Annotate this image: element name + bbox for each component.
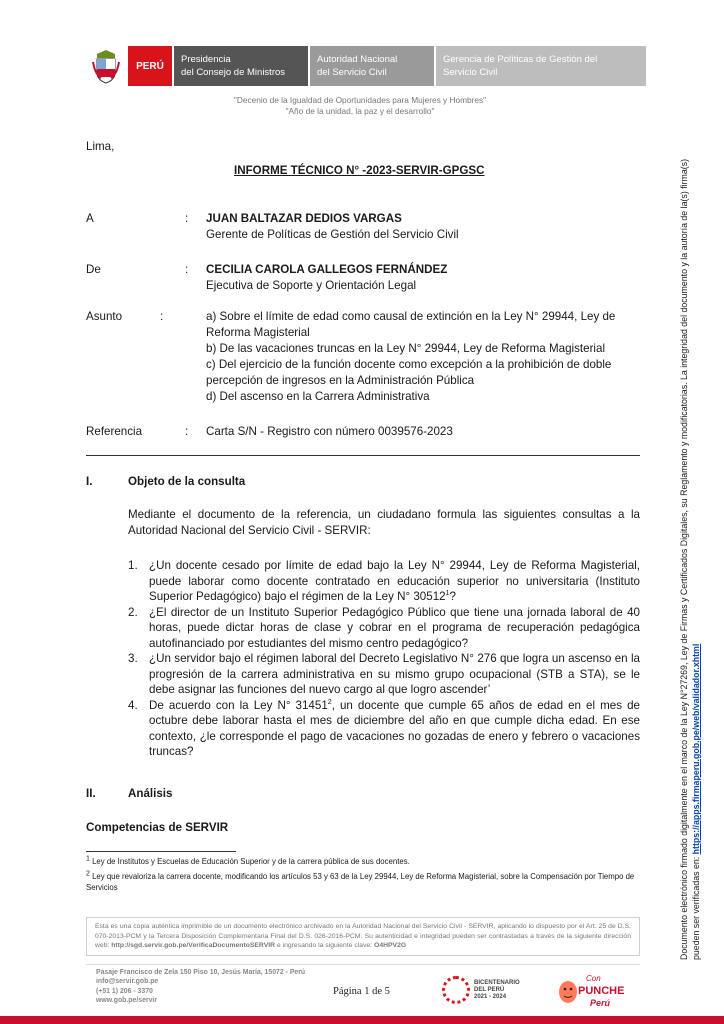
institutional-header — [86, 46, 646, 86]
subject-line: b) De las vacaciones truncas en la Ley N° 29944, Ley de Reforma Magisterial — [206, 342, 606, 355]
from-role: Ejecutiva de Soporte y Orientación Legal — [206, 279, 417, 292]
list-item — [128, 651, 640, 698]
question-text — [149, 698, 640, 760]
question-body: ¿Un docente cesado por límite de edad bajo la Ley N° 29944, Ley de Reforma Magisterial, puede laborar como docente contratado en educación superior no universitaria (Instituto Superior Pedagógico) bajo el régimen de la Ley N° 30512 — [149, 559, 640, 603]
footer-website[interactable]: www.gob.pe/servir — [96, 996, 158, 1004]
bicentenario-icon — [442, 976, 470, 1004]
footer-email[interactable]: info@servir.gob.pe — [96, 978, 159, 986]
question-tail: , un docente que cumple 65 años de edad en el mes de octubre debe laborar hasta el mes de diciembre del año en que cumple dicha edad. En ese contexto, ¿le corresponde el pago de vacaciones no gozadas de enero y febrero o vacaciones truncas? — [149, 698, 641, 758]
coat-of-arms-icon — [86, 46, 126, 86]
bicentenario-logo — [442, 976, 520, 1004]
punche-line-1: Con — [586, 974, 601, 983]
section-2-number: II. — [86, 787, 96, 800]
section-2-title: Análisis — [128, 787, 173, 800]
question-number: 1. — [128, 559, 138, 572]
anio-motto: "Año de la unidad, la paz y el desarrollo" — [285, 106, 435, 116]
to-label: A — [86, 212, 94, 225]
verification-key: O4HPV2G — [374, 942, 407, 949]
reference-label: Referencia — [86, 425, 143, 438]
footnote-number: 2 — [86, 870, 90, 878]
verification-url[interactable]: http://sgd.servir.gob.pe/VerificaDocumentoSERVIR — [111, 942, 276, 949]
footer-contact — [96, 968, 305, 1005]
servir-line-2: del Servicio Civil — [317, 67, 387, 78]
list-item — [128, 558, 640, 605]
subject-line: a) Sobre el límite de edad como causal de extinción en la Ley N° 29944, Ley de — [206, 310, 616, 323]
bicentenario-text — [474, 980, 520, 1001]
header-gerencia-box — [436, 46, 646, 86]
decenio-motto: "Decenio de la Igualdad de Oportunidades para Mujeres y Hombres" — [233, 95, 487, 105]
bicentenario-line-1: BICENTENARIO — [474, 979, 520, 986]
punche-line-2: PUNCHE — [578, 985, 625, 997]
country-label: PERÚ — [136, 60, 164, 72]
year-mottos — [160, 95, 560, 117]
city-date: Lima, — [86, 140, 115, 153]
page-number: Página 1 de 5 — [333, 986, 390, 997]
notice-text: Esta es una copia auténtica imprimible de un documento electrónico archivado en la Autoridad Nacional del Servicio Civil - SERVIR, aplicando lo dispuesto por el Art. 25 de D.S. 070-2013-PCM y la Tercera Disposición Complementaria Final del D.S. 026-2016-PCM. Su autenticidad e integridad pueden ser contrastadas a través de la siguiente dirección web: — [95, 923, 631, 949]
report-title: INFORME TÉCNICO N° -2023-SERVIR-GPGSC — [234, 164, 485, 177]
footnote-divider — [86, 851, 236, 852]
pcm-line-1: Presidencia — [181, 54, 231, 65]
list-item — [128, 605, 640, 652]
peru-badge — [128, 46, 172, 86]
punche-line-3: Perú — [590, 998, 611, 1008]
question-text — [149, 558, 640, 605]
footnote-text: Ley que revaloriza la carrera docente, modificando los artículos 53 y 63 de la Ley 29944, Ley de Reforma Magisterial, sobre la Compensación por Tiempo de Servicios — [86, 872, 635, 892]
footnote-ref: 2 — [327, 698, 332, 706]
subject-line: percepción de ingresos en la Administración Pública — [206, 374, 475, 387]
list-item — [128, 698, 640, 760]
signature-note-text: Documento electrónico firmado digitalmente en el marco de la Ley N°27269, Ley de Firmas y Certificados Digitales, su Reglamento y modificatorias. La integridad del documento y la autoría de la(s) firma(s) pueden ser verificadas en: — [679, 159, 701, 960]
to-name: JUAN BALTAZAR DEDIOS VARGAS — [206, 212, 402, 225]
footnote — [86, 857, 640, 868]
question-number: 2. — [128, 605, 138, 619]
question-body: De acuerdo con la Ley N° 31451 — [149, 698, 328, 712]
from-colon: : — [185, 263, 189, 276]
notice-text-2: e ingresando la siguiente clave: — [275, 942, 375, 949]
subsection-title: Competencias de SERVIR — [86, 821, 229, 834]
section-1-title: Objeto de la consulta — [128, 475, 246, 488]
question-number: 3. — [128, 652, 138, 665]
subject-line: Reforma Magisterial — [206, 326, 310, 339]
question-text: ¿Un servidor bajo el régimen laboral del Decreto Legislativo N° 276 que logra un ascenso en la progresión de la carrera administrativa en su mismo grupo ocupacional (STB a STA), se le debe asignar las funciones del nuevo cargo al que logro ascender’ — [149, 652, 640, 696]
question-number: 4. — [128, 698, 138, 712]
con-punche-peru-logo — [556, 970, 626, 1010]
questions-list — [128, 558, 640, 760]
reference-colon: : — [185, 425, 189, 438]
servir-line-1: Autoridad Nacional — [317, 54, 398, 65]
footnote-number: 1 — [86, 855, 90, 863]
from-label: De — [86, 263, 101, 276]
gerencia-line-2: Servicio Civil — [443, 67, 498, 78]
subject-line: d) Del ascenso en la Carrera Administrativa — [206, 390, 430, 403]
authenticity-notice — [86, 917, 640, 956]
reference-value: Carta S/N - Registro con número 0039576-2023 — [206, 425, 453, 438]
footnote-text: Ley de Institutos y Escuelas de Educación Superior y de la carrera pública de sus docentes. — [92, 857, 410, 866]
pcm-line-2: del Consejo de Ministros — [181, 67, 286, 78]
section-divider — [86, 455, 640, 456]
footnote — [86, 872, 640, 893]
validator-link[interactable]: https://apps.firmaperu.gob.pe/web/validador.xhtml — [691, 643, 701, 855]
header-servir-box — [310, 46, 434, 86]
subject-line: c) Del ejercicio de la función docente como excepción a la prohibición de doble — [206, 358, 612, 371]
question-text: ¿El director de un Instituto Superior Pedagógico Público que tiene una jornada laboral de 40 horas, puede dictar horas de clase y cobrar en el programa de recuperación pedagógica autofinanciado por estudiantes del mismo centro pedagógico? — [149, 605, 640, 650]
footer-phone: (+51 1) 206 - 3370 — [96, 987, 153, 995]
section-1-intro: Mediante el documento de la referencia, un ciudadano formula las siguientes consultas a la Autoridad Nacional del Servicio Civil - SERVIR: — [128, 508, 640, 537]
bicentenario-line-3: 2021 - 2024 — [474, 993, 507, 1000]
section-1-number: I. — [86, 475, 93, 488]
subject-label: Asunto — [86, 310, 123, 323]
to-role: Gerente de Políticas de Gestión del Servicio Civil — [206, 228, 459, 241]
question-tail: ? — [449, 590, 456, 603]
footnote-ref: 1 — [445, 590, 450, 598]
digital-signature-note — [678, 140, 702, 960]
bottom-red-bar — [0, 1016, 724, 1024]
to-colon: : — [185, 212, 189, 225]
footer-address: Pasaje Francisco de Zela 150 Piso 10, Jesús María, 15072 - Perú — [96, 969, 306, 976]
footer-divider — [86, 964, 640, 965]
header-pcm-box — [174, 46, 308, 86]
from-name: CECILIA CAROLA GALLEGOS FERNÁNDEZ — [206, 263, 448, 276]
bicentenario-line-2: DEL PERÚ — [474, 986, 505, 993]
subject-colon: : — [160, 310, 164, 323]
gerencia-line-1: Gerencia de Políticas de Gestión del — [443, 54, 598, 65]
